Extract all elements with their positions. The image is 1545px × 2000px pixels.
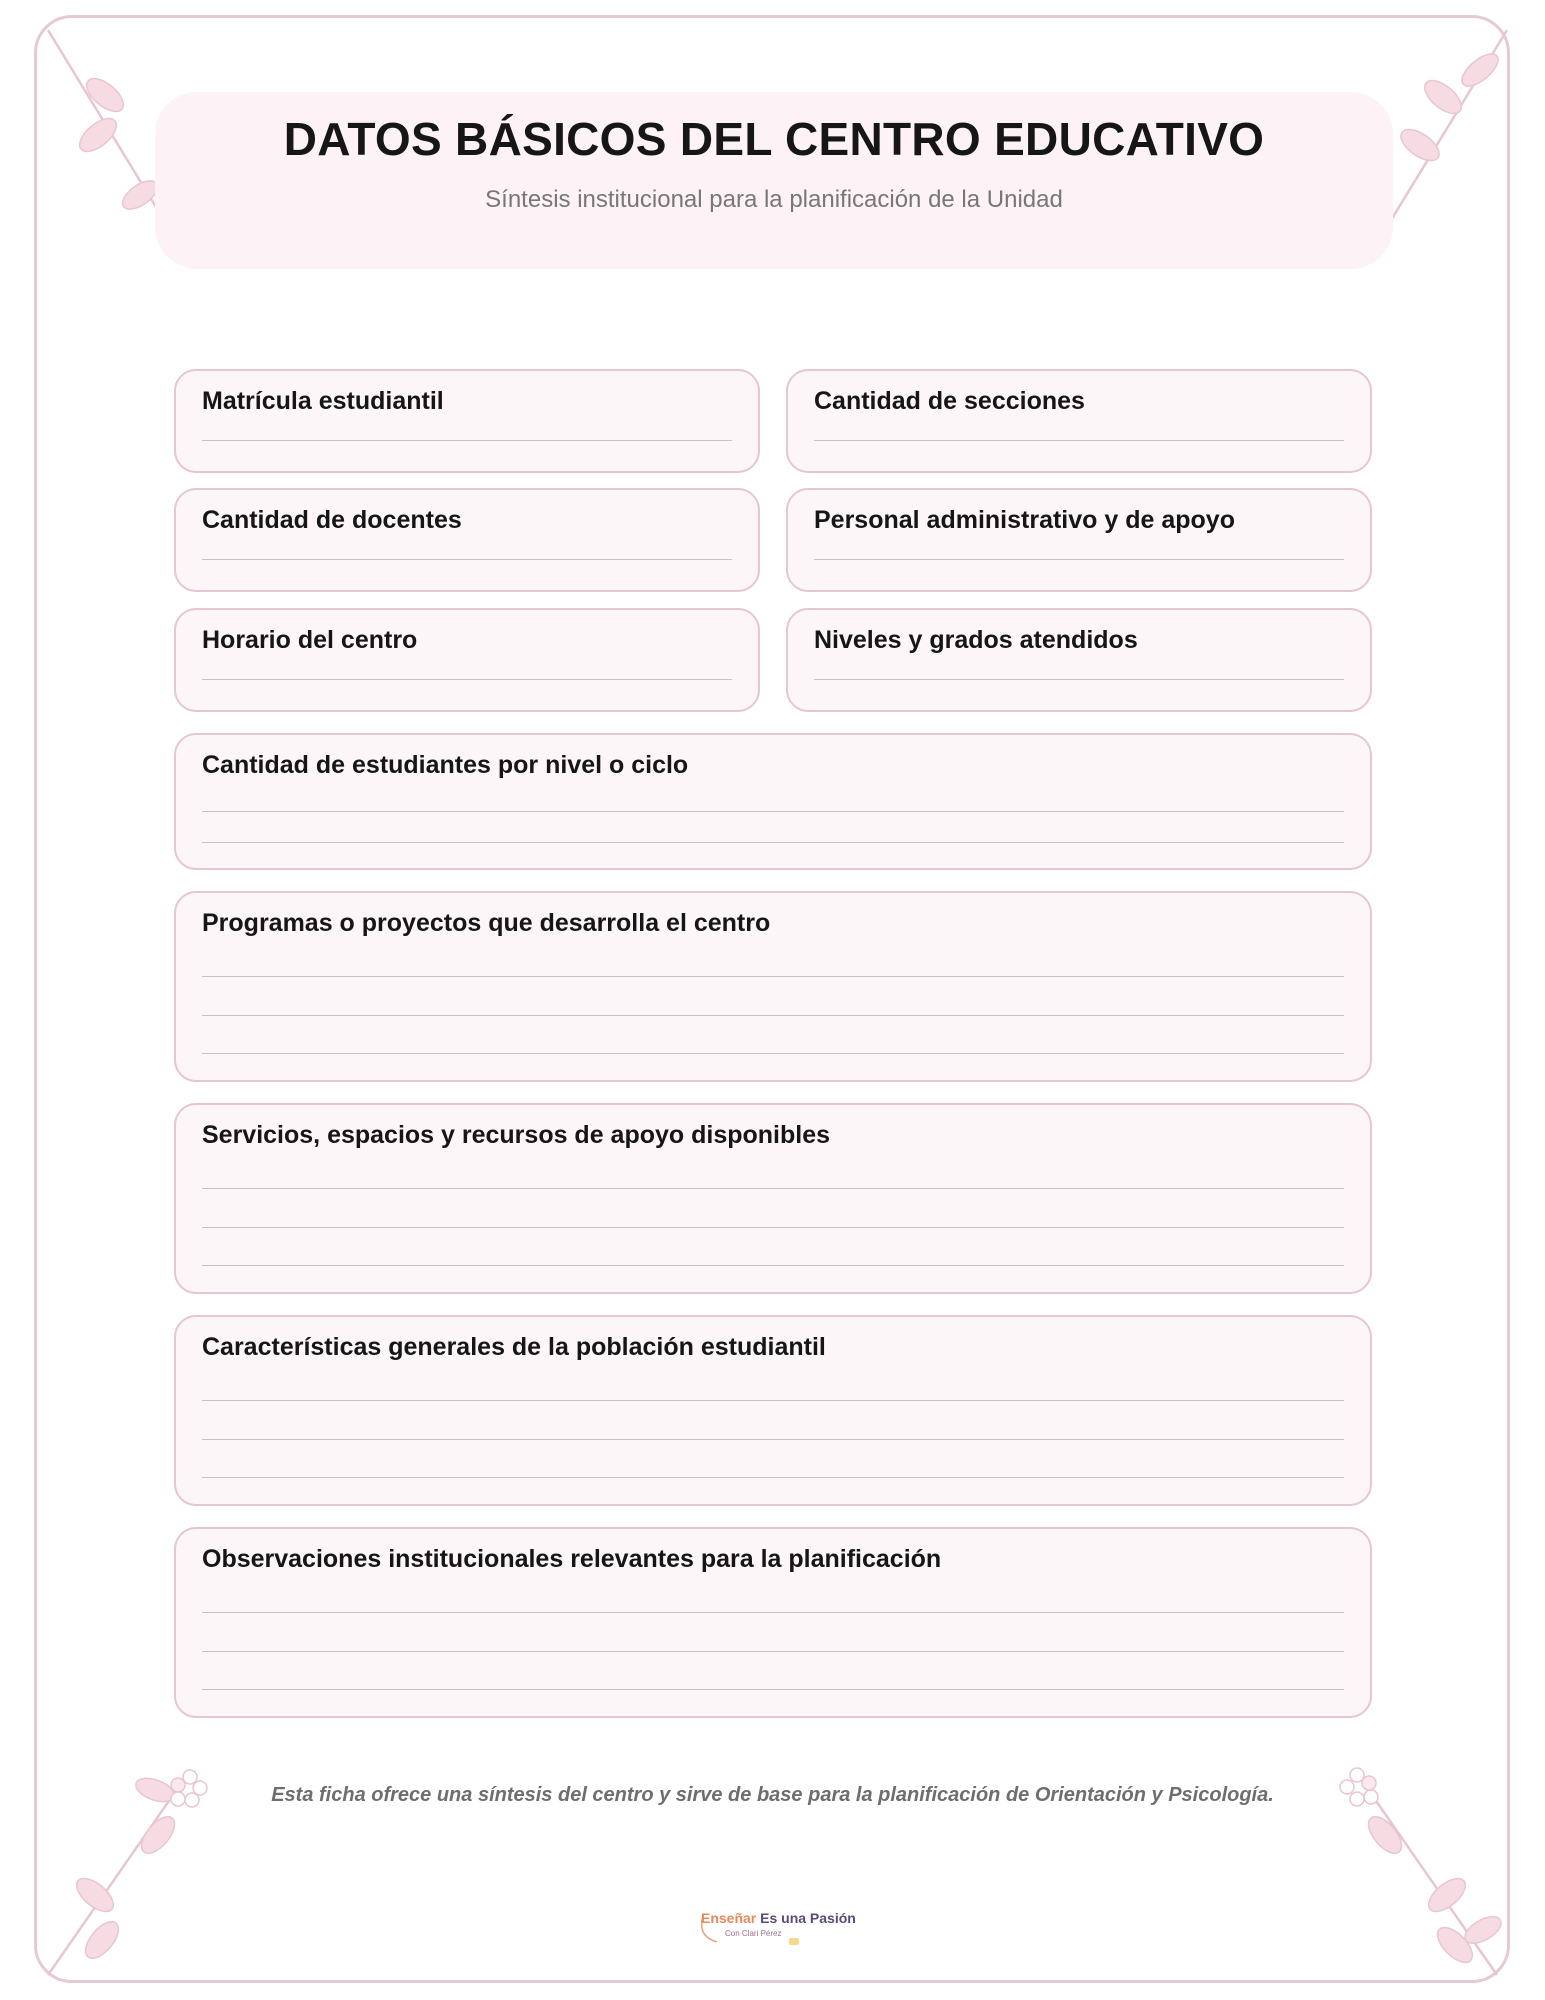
answer-line[interactable] bbox=[202, 679, 732, 680]
logo-word1: Enseñar bbox=[701, 1910, 757, 1926]
answer-line[interactable] bbox=[202, 1265, 1344, 1266]
field-horario[interactable] bbox=[174, 608, 760, 712]
answer-line[interactable] bbox=[202, 1689, 1344, 1690]
field-label: Observaciones institucionales relevantes para la planificación bbox=[202, 1545, 942, 1573]
field-label: Cantidad de docentes bbox=[202, 506, 462, 534]
field-label: Servicios, espacios y recursos de apoyo disponibles bbox=[202, 1121, 831, 1149]
field-personal[interactable] bbox=[786, 488, 1372, 592]
answer-line[interactable] bbox=[814, 559, 1344, 560]
floral-branch-top-right-icon bbox=[1375, 25, 1515, 235]
field-programas[interactable] bbox=[174, 891, 1372, 1082]
field-label: Características generales de la población estudiantil bbox=[202, 1333, 826, 1361]
field-label: Niveles y grados atendidos bbox=[814, 626, 1138, 654]
answer-line[interactable] bbox=[202, 440, 732, 441]
logo-word2: Es una Pasión bbox=[760, 1910, 856, 1926]
answer-line[interactable] bbox=[202, 1400, 1344, 1401]
answer-line[interactable] bbox=[202, 1227, 1344, 1228]
answer-line[interactable] bbox=[814, 440, 1344, 441]
header-panel bbox=[155, 92, 1393, 269]
logo-wordmark bbox=[701, 1910, 856, 1926]
brand-logo bbox=[697, 1906, 856, 1948]
field-label: Programas o proyectos que desarrolla el centro bbox=[202, 909, 771, 937]
field-observaciones[interactable] bbox=[174, 1527, 1372, 1718]
answer-line[interactable] bbox=[202, 1053, 1344, 1054]
field-label: Personal administrativo y de apoyo bbox=[814, 506, 1235, 534]
field-label: Cantidad de secciones bbox=[814, 387, 1085, 415]
field-servicios[interactable] bbox=[174, 1103, 1372, 1294]
answer-line[interactable] bbox=[202, 1188, 1344, 1189]
field-docentes[interactable] bbox=[174, 488, 760, 592]
answer-line[interactable] bbox=[202, 559, 732, 560]
answer-line[interactable] bbox=[202, 842, 1344, 843]
logo-tagline: Con Clari Pérez bbox=[725, 1929, 782, 1938]
field-label: Cantidad de estudiantes por nivel o ciclo bbox=[202, 751, 689, 779]
answer-line[interactable] bbox=[202, 1015, 1344, 1016]
field-niveles[interactable] bbox=[786, 608, 1372, 712]
answer-line[interactable] bbox=[202, 1651, 1344, 1652]
field-estudiantes-nivel[interactable] bbox=[174, 733, 1372, 870]
page-title: DATOS BÁSICOS DEL CENTRO EDUCATIVO bbox=[283, 113, 1265, 165]
page-subtitle: Síntesis institucional para la planificación de la Unidad bbox=[485, 186, 1063, 213]
answer-line[interactable] bbox=[202, 976, 1344, 977]
answer-line[interactable] bbox=[814, 679, 1344, 680]
footer-note: Esta ficha ofrece una síntesis del centro y sirve de base para la planificación de Orientación y Psicología. bbox=[271, 1784, 1274, 1806]
field-secciones[interactable] bbox=[786, 369, 1372, 473]
answer-line[interactable] bbox=[202, 1612, 1344, 1613]
answer-line[interactable] bbox=[202, 811, 1344, 812]
field-label: Matrícula estudiantil bbox=[202, 387, 444, 415]
field-caracteristicas[interactable] bbox=[174, 1315, 1372, 1506]
answer-line[interactable] bbox=[202, 1439, 1344, 1440]
field-matricula[interactable] bbox=[174, 369, 760, 473]
answer-line[interactable] bbox=[202, 1477, 1344, 1478]
field-label: Horario del centro bbox=[202, 626, 418, 654]
